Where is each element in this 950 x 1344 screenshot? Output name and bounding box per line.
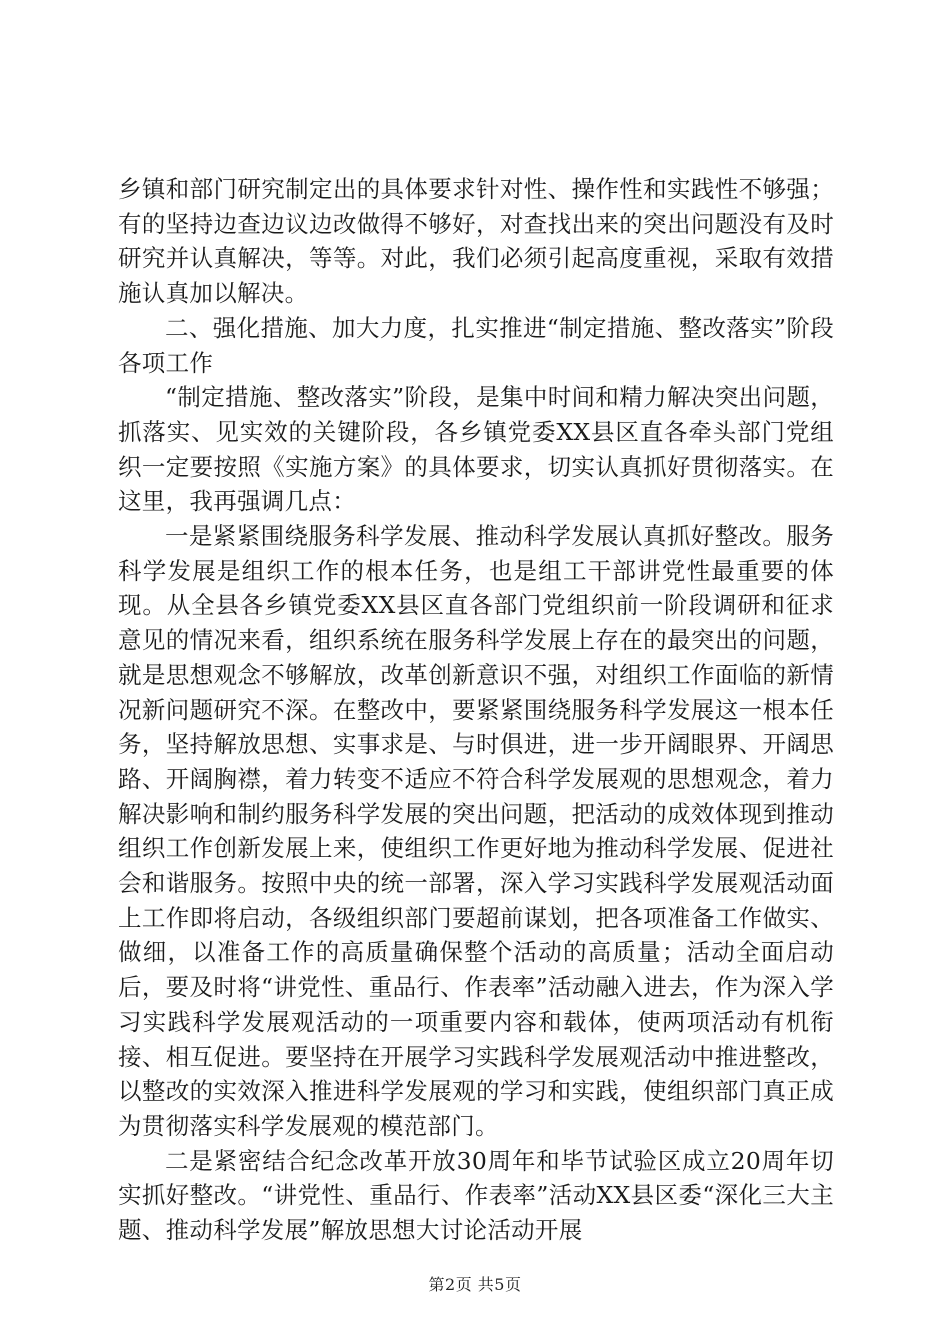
paragraph-point-two: 二是紧密结合纪念改革开放30周年和毕节试验区成立20周年切实抓好整改。“讲党性、重品行、作表率”活动XX县区委“深化三大主题、推动科学发展”解放思想大讨论活动开展 — [118, 1146, 834, 1245]
page-number-label: 第2页 共5页 — [428, 1275, 522, 1294]
document-body — [118, 172, 834, 1248]
paragraph-point-one: 一是紧紧围绕服务科学发展、推动科学发展认真抓好整改。服务科学发展是组织工作的根本任务，也是组工干部讲党性最重要的体现。从全县各乡镇党委XX县区直各部门党组织前一阶段调研和征求意见的情况来看，组织系统在服务科学发展上存在的最突出的问题，就是思想观念不够解放，改革创新意识不强，对组织工作面临的新情况新问题研究不深。在整改中，要紧紧围绕服务科学发展这一根本任务，坚持解放思想、实事求是、与时俱进，进一步开阔眼界、开阔思路、开阔胸襟，着力转变不适应不符合科学发展观的思想观念，着力解决影响和制约服务科学发展的突出问题，把活动的成效体现到推动组织工作创新发展上来，使组织工作更好地为推动科学发展、促进社会和谐服务。按照中央的统一部署，深入学习实践科学发展观活动面上工作即将启动，各级组织部门要超前谋划，把各项准备工作做实、做细，以准备工作的高质量确保整个活动的高质量；活动全面启动后，要及时将“讲党性、重品行、作表率”活动融入进去，作为深入学习实践科学发展观活动的一项重要内容和载体，使两项活动有机衔接、相互促进。要坚持在开展学习实践科学发展观活动中推进整改，以整改的实效深入推进科学发展观的学习和实践，使组织部门真正成为贯彻落实科学发展观的模范部门。 — [118, 522, 834, 1140]
paragraph-stage-intro: “制定措施、整改落实”阶段，是集中时间和精力解决突出问题，抓落实、见实效的关键阶段，各乡镇党委XX县区直各牵头部门党组织一定要按照《实施方案》的具体要求，切实认真抓好贯彻落实。在这里，我再强调几点： — [118, 383, 834, 516]
page-footer — [0, 1275, 950, 1295]
section-heading: 二、强化措施、加大力度，扎实推进“制定措施、整改落实”阶段各项工作 — [118, 313, 834, 377]
paragraph-continuation: 乡镇和部门研究制定出的具体要求针对性、操作性和实践性不够强；有的坚持边查边议边改做得不够好，对查找出来的突出问题没有及时研究并认真解决，等等。对此，我们必须引起高度重视，采取有效措施认真加以解决。 — [118, 175, 834, 308]
